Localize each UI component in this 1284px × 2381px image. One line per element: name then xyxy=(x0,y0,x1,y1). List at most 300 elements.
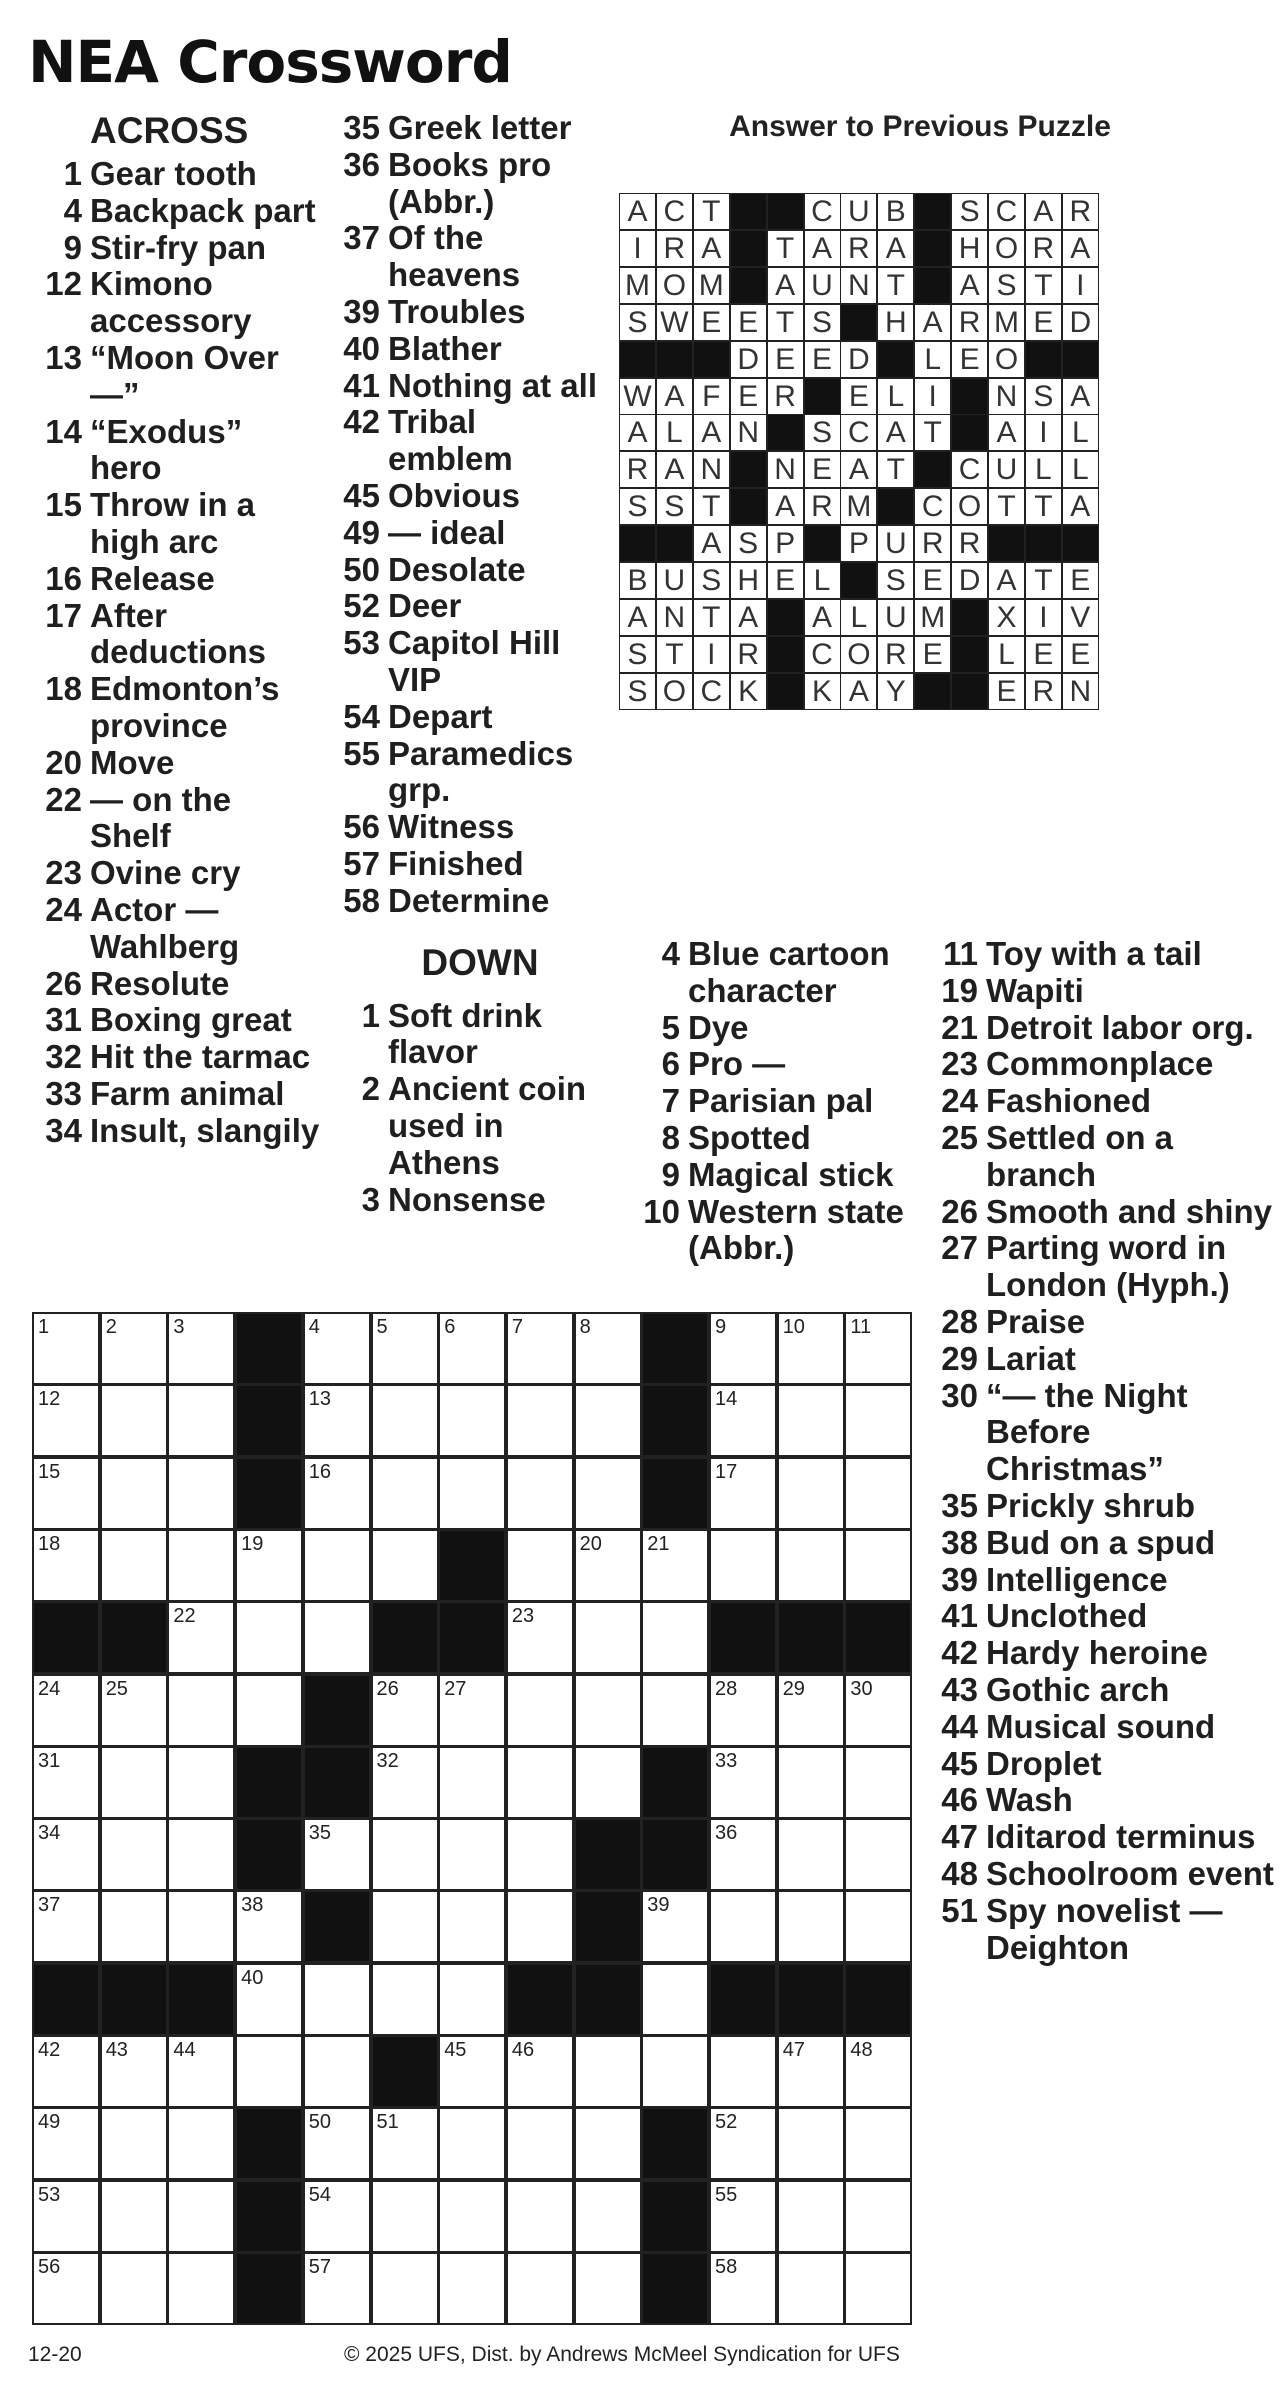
answer-black-cell xyxy=(1025,525,1062,562)
answer-letter-cell: H xyxy=(877,304,914,341)
down-clue-21[interactable] xyxy=(926,1010,1276,1047)
answer-letter-cell: R xyxy=(1062,193,1099,230)
across-clue-17[interactable] xyxy=(30,598,320,672)
clue-number: 26 xyxy=(45,964,82,1002)
grid-cell[interactable] xyxy=(371,1674,439,1747)
grid-cell[interactable] xyxy=(438,1890,506,1963)
grid-cell[interactable] xyxy=(303,1384,371,1457)
grid-cell[interactable] xyxy=(371,1312,439,1385)
grid-cell[interactable] xyxy=(574,2180,642,2253)
grid-cell[interactable] xyxy=(371,1384,439,1457)
across-clue-4[interactable] xyxy=(30,193,320,230)
grid-cell[interactable] xyxy=(574,1457,642,1530)
down-clue-26[interactable] xyxy=(926,1194,1276,1231)
grid-cell[interactable] xyxy=(303,2252,371,2325)
across-clue-54[interactable] xyxy=(330,699,600,736)
answer-letter-cell: A xyxy=(988,562,1025,599)
cell-number: 4 xyxy=(308,1316,320,1338)
grid-cell[interactable] xyxy=(235,1890,303,1963)
across-clue-12[interactable] xyxy=(30,266,320,340)
grid-cell[interactable] xyxy=(506,1890,574,1963)
across-clue-9[interactable] xyxy=(30,230,320,267)
grid-cell[interactable] xyxy=(32,1312,100,1385)
answer-letter-cell: S xyxy=(804,304,841,341)
middle-clues-column xyxy=(330,110,600,1218)
grid-cell[interactable] xyxy=(574,1674,642,1747)
clue-number: 23 xyxy=(45,854,82,892)
grid-cell[interactable] xyxy=(777,1529,845,1602)
answer-letter-cell: E xyxy=(914,636,951,673)
down-clue-24[interactable] xyxy=(926,1083,1276,1120)
black-square xyxy=(32,1601,100,1674)
grid-cell[interactable] xyxy=(235,2035,303,2108)
down-clue-30[interactable] xyxy=(926,1378,1276,1488)
across-clue-26[interactable] xyxy=(30,966,320,1003)
grid-cell[interactable] xyxy=(844,1746,912,1819)
grid-cell[interactable] xyxy=(371,1818,439,1891)
clue-number: 24 xyxy=(941,1082,978,1120)
grid-cell[interactable] xyxy=(303,1529,371,1602)
answer-letter-cell: M xyxy=(619,267,656,304)
grid-cell[interactable] xyxy=(438,2252,506,2325)
grid-cell[interactable] xyxy=(709,1312,777,1385)
grid-cell[interactable] xyxy=(506,2252,574,2325)
answer-letter-cell: A xyxy=(619,193,656,230)
grid-cell[interactable] xyxy=(167,2180,235,2253)
grid-cell[interactable] xyxy=(100,1746,168,1819)
grid-cell[interactable] xyxy=(506,1457,574,1530)
down-clue-6[interactable] xyxy=(628,1046,918,1083)
down-clue-11[interactable] xyxy=(926,936,1276,973)
grid-cell[interactable] xyxy=(777,1312,845,1385)
cell-number: 32 xyxy=(376,1749,399,1772)
cell-number: 14 xyxy=(715,1388,738,1411)
clue-number: 35 xyxy=(941,1486,978,1524)
grid-cell[interactable] xyxy=(32,2180,100,2253)
clue-text: — ideal xyxy=(388,513,506,551)
grid-cell[interactable] xyxy=(32,2252,100,2325)
grid-cell[interactable] xyxy=(777,1818,845,1891)
grid-cell[interactable] xyxy=(303,1312,371,1385)
grid-cell[interactable] xyxy=(506,1601,574,1674)
answer-black-cell xyxy=(693,341,730,378)
across-clue-33[interactable] xyxy=(30,1076,320,1113)
down-clue-10[interactable] xyxy=(628,1194,918,1268)
across-clue-1[interactable] xyxy=(30,156,320,193)
black-square xyxy=(303,1674,371,1747)
cell-number: 34 xyxy=(38,1822,61,1845)
grid-cell[interactable] xyxy=(303,1457,371,1530)
grid-cell[interactable] xyxy=(574,2107,642,2180)
down-clue-23[interactable] xyxy=(926,1046,1276,1083)
answer-letter-cell: T xyxy=(1025,267,1062,304)
grid-cell[interactable] xyxy=(574,2035,642,2108)
answer-letter-cell: O xyxy=(988,230,1025,267)
clue-number: 20 xyxy=(45,743,82,781)
grid-cell[interactable] xyxy=(438,1963,506,2036)
grid-cell[interactable] xyxy=(641,1963,709,2036)
grid-cell[interactable] xyxy=(167,1746,235,1819)
grid-cell[interactable] xyxy=(167,1601,235,1674)
clue-number: 38 xyxy=(941,1523,978,1561)
black-square xyxy=(709,1963,777,2036)
grid-cell[interactable] xyxy=(167,2035,235,2108)
grid-cell[interactable] xyxy=(100,1529,168,1602)
down-clue-48[interactable] xyxy=(926,1856,1276,1893)
answer-letter-cell: E xyxy=(767,562,804,599)
grid-cell[interactable] xyxy=(506,1674,574,1747)
across-clue-56[interactable] xyxy=(330,809,600,846)
cell-number: 23 xyxy=(511,1605,535,1628)
grid-cell[interactable] xyxy=(303,2035,371,2108)
clue-number: 24 xyxy=(45,890,82,928)
grid-cell[interactable] xyxy=(438,1312,506,1385)
clue-text: Unclothed xyxy=(986,1597,1148,1635)
grid-cell[interactable] xyxy=(438,1746,506,1819)
across-clue-22[interactable] xyxy=(30,782,320,856)
grid-cell[interactable] xyxy=(32,2107,100,2180)
answer-letter-cell: A xyxy=(877,414,914,451)
grid-cell[interactable] xyxy=(777,2035,845,2108)
down-clue-44[interactable] xyxy=(926,1709,1276,1746)
grid-cell[interactable] xyxy=(167,2252,235,2325)
grid-cell[interactable] xyxy=(438,2107,506,2180)
grid-cell[interactable] xyxy=(100,2180,168,2253)
answer-letter-cell: E xyxy=(1062,636,1099,673)
answer-letter-cell: T xyxy=(1025,562,1062,599)
grid-cell[interactable] xyxy=(506,1818,574,1891)
answer-letter-cell: H xyxy=(951,230,988,267)
down-clue-7[interactable] xyxy=(628,1083,918,1120)
grid-cell[interactable] xyxy=(303,1818,371,1891)
grid-cell[interactable] xyxy=(438,1818,506,1891)
across-clue-16[interactable] xyxy=(30,561,320,598)
grid-cell[interactable] xyxy=(235,1674,303,1747)
across-clue-15[interactable] xyxy=(30,487,320,561)
clue-text: Spotted xyxy=(688,1118,811,1156)
grid-cell[interactable] xyxy=(32,1818,100,1891)
answer-black-cell xyxy=(730,230,767,267)
cell-number: 21 xyxy=(647,1532,670,1555)
grid-cell[interactable] xyxy=(709,1457,777,1530)
answer-letter-cell: T xyxy=(693,193,730,230)
clue-text: Capitol Hill VIP xyxy=(388,624,561,698)
grid-cell[interactable] xyxy=(574,1601,642,1674)
grid-cell[interactable] xyxy=(438,1384,506,1457)
answer-letter-cell: U xyxy=(804,267,841,304)
cell-number: 37 xyxy=(38,1894,61,1917)
grid-cell[interactable] xyxy=(167,1890,235,1963)
across-clue-50[interactable] xyxy=(330,552,600,589)
across-clue-52[interactable] xyxy=(330,588,600,625)
grid-cell[interactable] xyxy=(167,2107,235,2180)
grid-cell[interactable] xyxy=(371,2252,439,2325)
answer-black-cell xyxy=(988,525,1025,562)
grid-cell[interactable] xyxy=(709,1674,777,1747)
down-clue-42[interactable] xyxy=(926,1635,1276,1672)
grid-cell[interactable] xyxy=(574,1384,642,1457)
grid-cell[interactable] xyxy=(506,2180,574,2253)
grid-cell[interactable] xyxy=(32,1529,100,1602)
grid-cell[interactable] xyxy=(303,1963,371,2036)
grid-cell[interactable] xyxy=(371,2107,439,2180)
clue-number: 30 xyxy=(941,1376,978,1414)
grid-cell[interactable] xyxy=(167,1384,235,1457)
black-square xyxy=(641,1746,709,1819)
grid-cell[interactable] xyxy=(100,1312,168,1385)
clue-text: Resolute xyxy=(90,964,230,1002)
grid-cell[interactable] xyxy=(506,1312,574,1385)
across-clue-57[interactable] xyxy=(330,846,600,883)
across-clue-45[interactable] xyxy=(330,478,600,515)
across-clue-55[interactable] xyxy=(330,736,600,810)
across-clue-35[interactable] xyxy=(330,110,600,147)
answer-letter-cell: S xyxy=(951,193,988,230)
down-clue-25[interactable] xyxy=(926,1120,1276,1194)
grid-cell[interactable] xyxy=(709,2035,777,2108)
grid-cell[interactable] xyxy=(777,2107,845,2180)
grid-cell[interactable] xyxy=(32,1674,100,1747)
grid-cell[interactable] xyxy=(100,1674,168,1747)
grid-cell[interactable] xyxy=(100,1890,168,1963)
down-clue-28[interactable] xyxy=(926,1304,1276,1341)
grid-cell[interactable] xyxy=(709,1890,777,1963)
across-clue-42[interactable] xyxy=(330,404,600,478)
grid-cell[interactable] xyxy=(574,1746,642,1819)
answer-black-cell xyxy=(767,673,804,710)
grid-cell[interactable] xyxy=(777,1457,845,1530)
down-clue-4[interactable] xyxy=(628,936,918,1010)
grid-cell[interactable] xyxy=(100,1457,168,1530)
grid-cell[interactable] xyxy=(844,2107,912,2180)
cell-number: 57 xyxy=(308,2255,332,2278)
down-clue-2[interactable] xyxy=(330,1071,600,1181)
black-square xyxy=(709,1601,777,1674)
cell-number: 36 xyxy=(715,1822,738,1845)
grid-cell[interactable] xyxy=(32,1384,100,1457)
grid-cell[interactable] xyxy=(167,1674,235,1747)
grid-cell[interactable] xyxy=(641,1674,709,1747)
across-clue-list xyxy=(30,156,320,1150)
across-clue-20[interactable] xyxy=(30,745,320,782)
grid-cell[interactable] xyxy=(438,1457,506,1530)
black-square xyxy=(235,1818,303,1891)
grid-cell[interactable] xyxy=(709,1384,777,1457)
across-clue-13[interactable] xyxy=(30,340,320,414)
grid-cell[interactable] xyxy=(371,1457,439,1530)
answer-letter-cell: R xyxy=(951,525,988,562)
grid-cell[interactable] xyxy=(167,1529,235,1602)
grid-cell[interactable] xyxy=(371,1963,439,2036)
cell-number: 6 xyxy=(444,1316,456,1338)
grid-cell[interactable] xyxy=(100,2252,168,2325)
answer-letter-cell: S xyxy=(730,525,767,562)
clue-number: 55 xyxy=(343,734,380,772)
answer-letter-cell: A xyxy=(619,414,656,451)
black-square xyxy=(167,1963,235,2036)
clue-number: 22 xyxy=(45,780,82,818)
clue-text: Droplet xyxy=(986,1744,1102,1782)
grid-cell[interactable] xyxy=(709,2180,777,2253)
grid-cell[interactable] xyxy=(777,1384,845,1457)
across-clue-34[interactable] xyxy=(30,1113,320,1150)
clue-text: Pro — xyxy=(688,1045,786,1083)
grid-cell[interactable] xyxy=(844,2252,912,2325)
grid-cell[interactable] xyxy=(32,1746,100,1819)
grid-cell[interactable] xyxy=(844,1312,912,1385)
across-clue-14[interactable] xyxy=(30,414,320,488)
grid-cell[interactable] xyxy=(371,1746,439,1819)
grid-cell[interactable] xyxy=(371,1529,439,1602)
grid-cell[interactable] xyxy=(506,2035,574,2108)
down-clue-29[interactable] xyxy=(926,1341,1276,1378)
down-clue-46[interactable] xyxy=(926,1782,1276,1819)
clue-text: Move xyxy=(90,743,175,781)
across-clue-23[interactable] xyxy=(30,855,320,892)
down-clue-38[interactable] xyxy=(926,1525,1276,1562)
across-clue-58[interactable] xyxy=(330,883,600,920)
clue-text: Iditarod terminus xyxy=(986,1818,1256,1856)
grid-cell[interactable] xyxy=(574,2252,642,2325)
grid-cell[interactable] xyxy=(167,1312,235,1385)
across-clue-41[interactable] xyxy=(330,368,600,405)
down-clue-41[interactable] xyxy=(926,1598,1276,1635)
grid-cell[interactable] xyxy=(709,1529,777,1602)
grid-cell[interactable] xyxy=(777,1890,845,1963)
grid-cell[interactable] xyxy=(32,2035,100,2108)
grid-cell[interactable] xyxy=(506,1384,574,1457)
across-clue-24[interactable] xyxy=(30,892,320,966)
clue-text: Obvious xyxy=(388,476,521,514)
across-clue-18[interactable] xyxy=(30,671,320,745)
grid-cell[interactable] xyxy=(235,1601,303,1674)
clue-text: Desolate xyxy=(388,550,526,588)
answer-letter-cell: L xyxy=(988,636,1025,673)
grid-cell[interactable] xyxy=(506,1529,574,1602)
cell-number: 13 xyxy=(308,1388,332,1411)
answer-letter-cell: I xyxy=(914,378,951,415)
across-clue-32[interactable] xyxy=(30,1039,320,1076)
down-clue-19[interactable] xyxy=(926,973,1276,1010)
grid-cell[interactable] xyxy=(100,1384,168,1457)
clue-text: Blather xyxy=(388,329,502,367)
down-clue-5[interactable] xyxy=(628,1010,918,1047)
grid-cell[interactable] xyxy=(167,1457,235,1530)
cell-number: 58 xyxy=(715,2255,738,2278)
grid-cell[interactable] xyxy=(32,1890,100,1963)
grid-cell[interactable] xyxy=(100,1818,168,1891)
grid-cell[interactable] xyxy=(506,1746,574,1819)
down-clue-51[interactable] xyxy=(926,1893,1276,1967)
grid-cell[interactable] xyxy=(303,2180,371,2253)
clue-text: Gothic arch xyxy=(986,1670,1170,1708)
answer-letter-cell: A xyxy=(840,451,877,488)
grid-cell[interactable] xyxy=(167,1818,235,1891)
grid-cell[interactable] xyxy=(844,2035,912,2108)
across-clue-49[interactable] xyxy=(330,515,600,552)
grid-cell[interactable] xyxy=(303,1601,371,1674)
answer-letter-cell: N xyxy=(730,414,767,451)
clue-number: 45 xyxy=(941,1744,978,1782)
grid-cell[interactable] xyxy=(371,2180,439,2253)
grid-cell[interactable] xyxy=(438,1674,506,1747)
across-clue-31[interactable] xyxy=(30,1002,320,1039)
grid-cell[interactable] xyxy=(371,1890,439,1963)
grid-cell[interactable] xyxy=(844,1457,912,1530)
across-clue-40[interactable] xyxy=(330,331,600,368)
grid-cell[interactable] xyxy=(641,1601,709,1674)
down-clue-9[interactable] xyxy=(628,1157,918,1194)
grid-cell[interactable] xyxy=(844,1818,912,1891)
grid-cell[interactable] xyxy=(777,1674,845,1747)
grid-cell[interactable] xyxy=(303,2107,371,2180)
answer-black-cell xyxy=(1025,341,1062,378)
clue-number: 35 xyxy=(343,109,380,146)
grid-cell[interactable] xyxy=(438,2035,506,2108)
clue-number: 11 xyxy=(943,935,978,972)
grid-cell[interactable] xyxy=(235,1963,303,2036)
down-clue-1[interactable] xyxy=(330,998,600,1072)
grid-cell[interactable] xyxy=(32,1457,100,1530)
across-clue-39[interactable] xyxy=(330,294,600,331)
answer-letter-cell: T xyxy=(767,304,804,341)
down-clue-35[interactable] xyxy=(926,1488,1276,1525)
grid-cell[interactable] xyxy=(844,1890,912,1963)
grid-cell[interactable] xyxy=(506,2107,574,2180)
grid-cell[interactable] xyxy=(709,1746,777,1819)
grid-cell[interactable] xyxy=(777,2252,845,2325)
grid-cell[interactable] xyxy=(844,1384,912,1457)
down-clue-27[interactable] xyxy=(926,1230,1276,1304)
grid-cell[interactable] xyxy=(235,1529,303,1602)
grid-cell[interactable] xyxy=(641,1529,709,1602)
grid-cell[interactable] xyxy=(641,1890,709,1963)
across-clue-53[interactable] xyxy=(330,625,600,699)
grid-cell[interactable] xyxy=(844,2180,912,2253)
answer-letter-cell: A xyxy=(619,599,656,636)
grid-cell[interactable] xyxy=(641,2035,709,2108)
down-clue-3[interactable] xyxy=(330,1182,600,1219)
down-clue-8[interactable] xyxy=(628,1120,918,1157)
answer-letter-cell: X xyxy=(988,599,1025,636)
across-clue-37[interactable] xyxy=(330,220,600,294)
down-clue-47[interactable] xyxy=(926,1819,1276,1856)
clue-text: Finished xyxy=(388,844,524,882)
cell-number: 31 xyxy=(38,1749,61,1772)
grid-cell[interactable] xyxy=(100,2107,168,2180)
grid-cell[interactable] xyxy=(100,2035,168,2108)
grid-cell[interactable] xyxy=(777,2180,845,2253)
down-clue-43[interactable] xyxy=(926,1672,1276,1709)
grid-cell[interactable] xyxy=(574,1312,642,1385)
answer-letter-cell: C xyxy=(804,193,841,230)
clue-text: — on the Shelf xyxy=(90,780,232,855)
grid-cell[interactable] xyxy=(709,2107,777,2180)
grid-cell[interactable] xyxy=(709,1818,777,1891)
grid-cell[interactable] xyxy=(844,1674,912,1747)
grid-cell[interactable] xyxy=(844,1529,912,1602)
grid-cell[interactable] xyxy=(777,1746,845,1819)
answer-letter-cell: E xyxy=(767,341,804,378)
grid-cell[interactable] xyxy=(709,2252,777,2325)
grid-cell[interactable] xyxy=(438,2180,506,2253)
down-clue-39[interactable] xyxy=(926,1562,1276,1599)
clue-text: Parting word in London (Hyph.) xyxy=(986,1229,1230,1304)
down-clue-45[interactable] xyxy=(926,1746,1276,1783)
grid-cell[interactable] xyxy=(574,1529,642,1602)
across-clue-36[interactable] xyxy=(330,147,600,221)
clue-number: 26 xyxy=(941,1192,978,1230)
